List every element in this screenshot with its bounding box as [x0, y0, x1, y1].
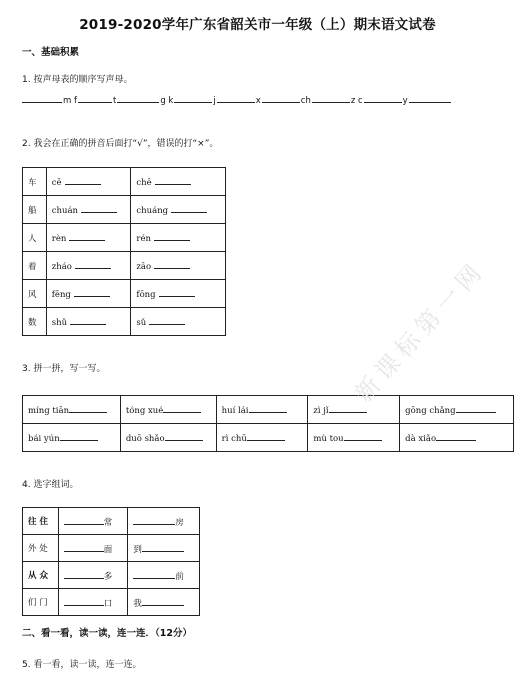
answer-blank[interactable] [247, 431, 285, 441]
answer-blank[interactable] [344, 431, 382, 441]
character-cell: 数 [23, 308, 47, 336]
letter-label: g k [160, 96, 174, 106]
answer-blank[interactable] [60, 431, 98, 441]
answer-blank[interactable] [174, 93, 212, 103]
letter-label: j [213, 96, 216, 106]
answer-blank[interactable] [165, 431, 203, 441]
letter-label: ch [300, 96, 311, 106]
answer-blank[interactable] [69, 403, 107, 413]
pinyin-option-cell[interactable]: fōng [131, 280, 226, 308]
answer-blank[interactable] [436, 431, 476, 441]
table-row [23, 252, 226, 280]
table-row [23, 424, 514, 452]
answer-blank[interactable] [154, 231, 190, 241]
question-4-prompt: 4. 选字组词。 [22, 480, 79, 490]
letter-label: m f [63, 96, 77, 106]
answer-blank[interactable] [364, 93, 402, 103]
answer-blank[interactable] [142, 542, 184, 552]
pinyin-write-cell[interactable]: míng tiān [23, 396, 121, 424]
table-row [23, 168, 226, 196]
question-1-answer-line [22, 93, 451, 106]
pinyin-write-cell[interactable]: gōng chǎng [400, 396, 514, 424]
answer-blank[interactable] [133, 515, 175, 525]
pinyin-check-table [22, 167, 226, 336]
answer-blank[interactable] [217, 93, 255, 103]
answer-blank[interactable] [312, 93, 350, 103]
page-title: 2019-2020学年广东省韶关市一年级（上）期末语文试卷 [79, 17, 436, 33]
table-row [23, 535, 200, 562]
answer-blank[interactable] [133, 569, 175, 579]
answer-blank[interactable] [78, 93, 112, 103]
word-blank-cell[interactable]: 我 [128, 589, 200, 616]
answer-blank[interactable] [159, 287, 195, 297]
word-blank-cell[interactable]: 房 [128, 508, 200, 535]
table-row [23, 396, 514, 424]
table-row [23, 589, 200, 616]
pinyin-write-cell[interactable]: rì chū [216, 424, 308, 452]
answer-blank[interactable] [249, 403, 287, 413]
answer-blank[interactable] [142, 596, 184, 606]
answer-blank[interactable] [149, 315, 185, 325]
answer-blank[interactable] [64, 569, 104, 579]
answer-blank[interactable] [154, 259, 190, 269]
table-row [23, 508, 200, 535]
word-blank-cell[interactable]: 前 [128, 562, 200, 589]
pinyin-option-cell[interactable]: chuáng [131, 196, 226, 224]
word-choice-table [22, 507, 200, 616]
pinyin-option-cell[interactable]: chē [131, 168, 226, 196]
character-cell: 车 [23, 168, 47, 196]
answer-blank[interactable] [456, 403, 496, 413]
answer-blank[interactable] [117, 93, 159, 103]
character-cell: 风 [23, 280, 47, 308]
table-row [23, 224, 226, 252]
section-heading-matching: 二、看一看，读一读，连一连．（12分） [22, 628, 192, 639]
answer-blank[interactable] [409, 93, 451, 103]
answer-blank[interactable] [70, 315, 106, 325]
letter-label: z c [350, 96, 363, 106]
letter-label: x [255, 96, 261, 106]
answer-blank[interactable] [262, 93, 300, 103]
question-3-prompt: 3. 拼一拼，写一写。 [22, 364, 106, 374]
answer-blank[interactable] [81, 203, 117, 213]
pinyin-option-cell[interactable]: cē [46, 168, 131, 196]
character-pair-cell: 外 处 [23, 535, 59, 562]
character-cell: 着 [23, 252, 47, 280]
pinyin-write-cell[interactable]: bái yún [23, 424, 121, 452]
pinyin-write-cell[interactable]: mù tou [308, 424, 400, 452]
answer-blank[interactable] [64, 515, 104, 525]
answer-blank[interactable] [69, 231, 105, 241]
answer-blank[interactable] [329, 403, 367, 413]
answer-blank[interactable] [22, 93, 62, 103]
answer-blank[interactable] [171, 203, 207, 213]
answer-blank[interactable] [65, 175, 101, 185]
table-row [23, 308, 226, 336]
question-1-prompt: 1. 按声母表的顺序写声母。 [22, 75, 133, 85]
word-blank-cell[interactable]: 常 [58, 508, 128, 535]
pinyin-write-table [22, 395, 514, 452]
question-5-prompt: 5. 看一看，读一读，连一连。 [22, 660, 142, 670]
pinyin-option-cell[interactable]: sǔ [131, 308, 226, 336]
pinyin-option-cell[interactable]: fēng [46, 280, 131, 308]
pinyin-write-cell[interactable]: zì jǐ [308, 396, 400, 424]
pinyin-write-cell[interactable]: huí lái [216, 396, 308, 424]
answer-blank[interactable] [75, 259, 111, 269]
character-pair-cell: 往 住 [23, 508, 59, 535]
pinyin-option-cell[interactable]: rén [131, 224, 226, 252]
character-pair-cell: 们 门 [23, 589, 59, 616]
character-cell: 船 [23, 196, 47, 224]
word-blank-cell[interactable]: 口 [58, 589, 128, 616]
pinyin-write-cell[interactable]: duō shǎo [120, 424, 216, 452]
letter-label: y [402, 96, 408, 106]
pinyin-option-cell[interactable]: shǔ [46, 308, 131, 336]
table-row [23, 196, 226, 224]
pinyin-option-cell[interactable]: zāo [131, 252, 226, 280]
pinyin-write-cell[interactable]: tóng xué [120, 396, 216, 424]
word-blank-cell[interactable]: 面 [58, 535, 128, 562]
table-row [23, 280, 226, 308]
answer-blank[interactable] [64, 542, 104, 552]
pinyin-option-cell[interactable]: rèn [46, 224, 131, 252]
character-pair-cell: 从 众 [23, 562, 59, 589]
section-heading-basics: 一、基础积累 [22, 47, 80, 58]
character-cell: 人 [23, 224, 47, 252]
answer-blank[interactable] [64, 596, 104, 606]
question-2-prompt: 2. 我会在正确的拼音后面打“√”，错误的打“×”。 [22, 139, 219, 149]
letter-label: t [112, 96, 117, 106]
pinyin-option-cell[interactable]: chuán [46, 196, 131, 224]
word-blank-cell[interactable]: 多 [58, 562, 128, 589]
watermark: 新课标第一网 [349, 255, 491, 408]
answer-blank[interactable] [74, 287, 110, 297]
pinyin-write-cell[interactable]: dà xiǎo [400, 424, 514, 452]
answer-blank[interactable] [155, 175, 191, 185]
word-blank-cell[interactable]: 到 [128, 535, 200, 562]
pinyin-option-cell[interactable]: zháo [46, 252, 131, 280]
table-row [23, 562, 200, 589]
answer-blank[interactable] [163, 403, 201, 413]
